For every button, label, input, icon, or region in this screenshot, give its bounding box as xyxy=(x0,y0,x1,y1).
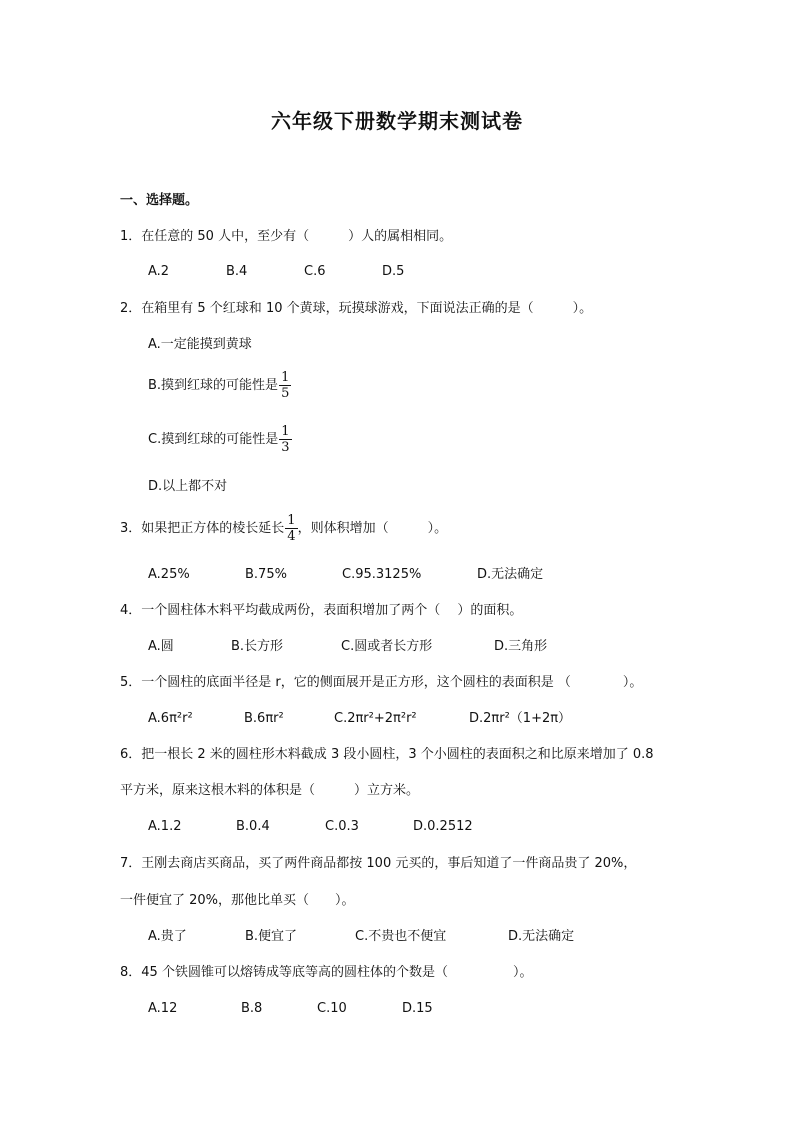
question-8-option-a: A.12 xyxy=(148,1001,178,1016)
question-5-option-b: B.6πr² xyxy=(244,711,284,726)
question-7-option-c: C.不贵也不便宜 xyxy=(355,929,447,944)
question-2-option-c xyxy=(148,424,292,455)
question-8-option-c: C.10 xyxy=(317,1001,347,1016)
question-5-stem: 5．一个圆柱的底面半径是 r，它的侧面展开是正方形，这个圆柱的表面积是 （ ）。 xyxy=(120,675,643,690)
fraction-denominator: 5 xyxy=(281,386,290,401)
question-6-stem-line-2: 平方米，原来这根木料的体积是（ ）立方米。 xyxy=(120,783,420,798)
question-7-stem-line-2: 一件便宜了 20%，那他比单买（ ）。 xyxy=(120,893,355,908)
question-5-option-c: C.2πr²+2π²r² xyxy=(334,711,417,726)
question-2-option-b xyxy=(148,370,291,401)
fraction xyxy=(279,370,291,401)
question-4-option-a: A.圆 xyxy=(148,639,174,654)
section-heading: 一、选择题。 xyxy=(120,193,199,208)
question-7-stem-line-1: 7．王刚去商店买商品，买了两件商品都按 100 元买的，事后知道了一件商品贵了 20%， xyxy=(120,856,637,871)
question-7-option-b: B.便宜了 xyxy=(245,929,298,944)
question-5-option-a: A.6π²r² xyxy=(148,711,193,726)
question-2-option-a: A.一定能摸到黄球 xyxy=(148,337,252,352)
question-7-option-a: A.贵了 xyxy=(148,929,187,944)
question-6-option-a: A.1.2 xyxy=(148,819,182,834)
question-7-option-d: D.无法确定 xyxy=(508,929,575,944)
question-1-stem: 1．在任意的 50 人中，至少有（ ）人的属相相同。 xyxy=(120,229,453,244)
question-1-option-b: B.4 xyxy=(226,264,248,279)
question-3-stem-start: 3．如果把正方体的棱长延长 xyxy=(120,521,285,536)
question-2-option-d: D.以上都不对 xyxy=(148,479,228,494)
question-4-option-c: C.圆或者长方形 xyxy=(341,639,433,654)
question-3-option-a: A.25% xyxy=(148,567,190,582)
question-6-option-c: C.0.3 xyxy=(325,819,359,834)
question-1-option-c: C.6 xyxy=(304,264,326,279)
question-4-option-d: D.三角形 xyxy=(494,639,548,654)
question-1-option-d: D.5 xyxy=(382,264,405,279)
question-3-option-d: D.无法确定 xyxy=(477,567,544,582)
question-2-option-b-text: B.摸到红球的可能性是 xyxy=(148,378,279,393)
question-8-option-b: B.8 xyxy=(241,1001,263,1016)
question-3-stem-end: ，则体积增加（ ）。 xyxy=(297,521,448,536)
fraction-denominator: 4 xyxy=(287,529,296,544)
fraction-numerator: 1 xyxy=(287,513,296,528)
question-2-stem: 2．在箱里有 5 个红球和 10 个黄球，玩摸球游戏，下面说法正确的是（ ）。 xyxy=(120,301,593,316)
fraction-denominator: 3 xyxy=(281,440,290,455)
question-3-stem xyxy=(120,513,447,544)
question-4-stem: 4．一个圆柱体木料平均截成两份，表面积增加了两个（ ）的面积。 xyxy=(120,603,523,618)
question-6-option-b: B.0.4 xyxy=(236,819,270,834)
fraction xyxy=(279,424,291,455)
question-8-stem: 8．45 个铁圆锥可以熔铸成等底等高的圆柱体的个数是（ ）。 xyxy=(120,965,533,980)
question-6-stem-line-1: 6．把一根长 2 米的圆柱形木料截成 3 段小圆柱，3 个小圆柱的表面积之和比原来增加了 0.8 xyxy=(120,747,654,762)
question-4-option-b: B.长方形 xyxy=(231,639,284,654)
question-5-option-d: D.2πr²（1+2π） xyxy=(469,711,572,726)
question-1-option-a: A.2 xyxy=(148,264,170,279)
fraction xyxy=(285,513,297,544)
fraction-numerator: 1 xyxy=(281,424,290,439)
question-8-option-d: D.15 xyxy=(402,1001,433,1016)
page-title: 六年级下册数学期末测试卷 xyxy=(271,109,523,133)
fraction-numerator: 1 xyxy=(281,370,290,385)
question-6-option-d: D.0.2512 xyxy=(413,819,473,834)
question-2-option-c-text: C.摸到红球的可能性是 xyxy=(148,432,279,447)
question-3-option-c: C.95.3125% xyxy=(342,567,422,582)
question-3-option-b: B.75% xyxy=(245,567,287,582)
